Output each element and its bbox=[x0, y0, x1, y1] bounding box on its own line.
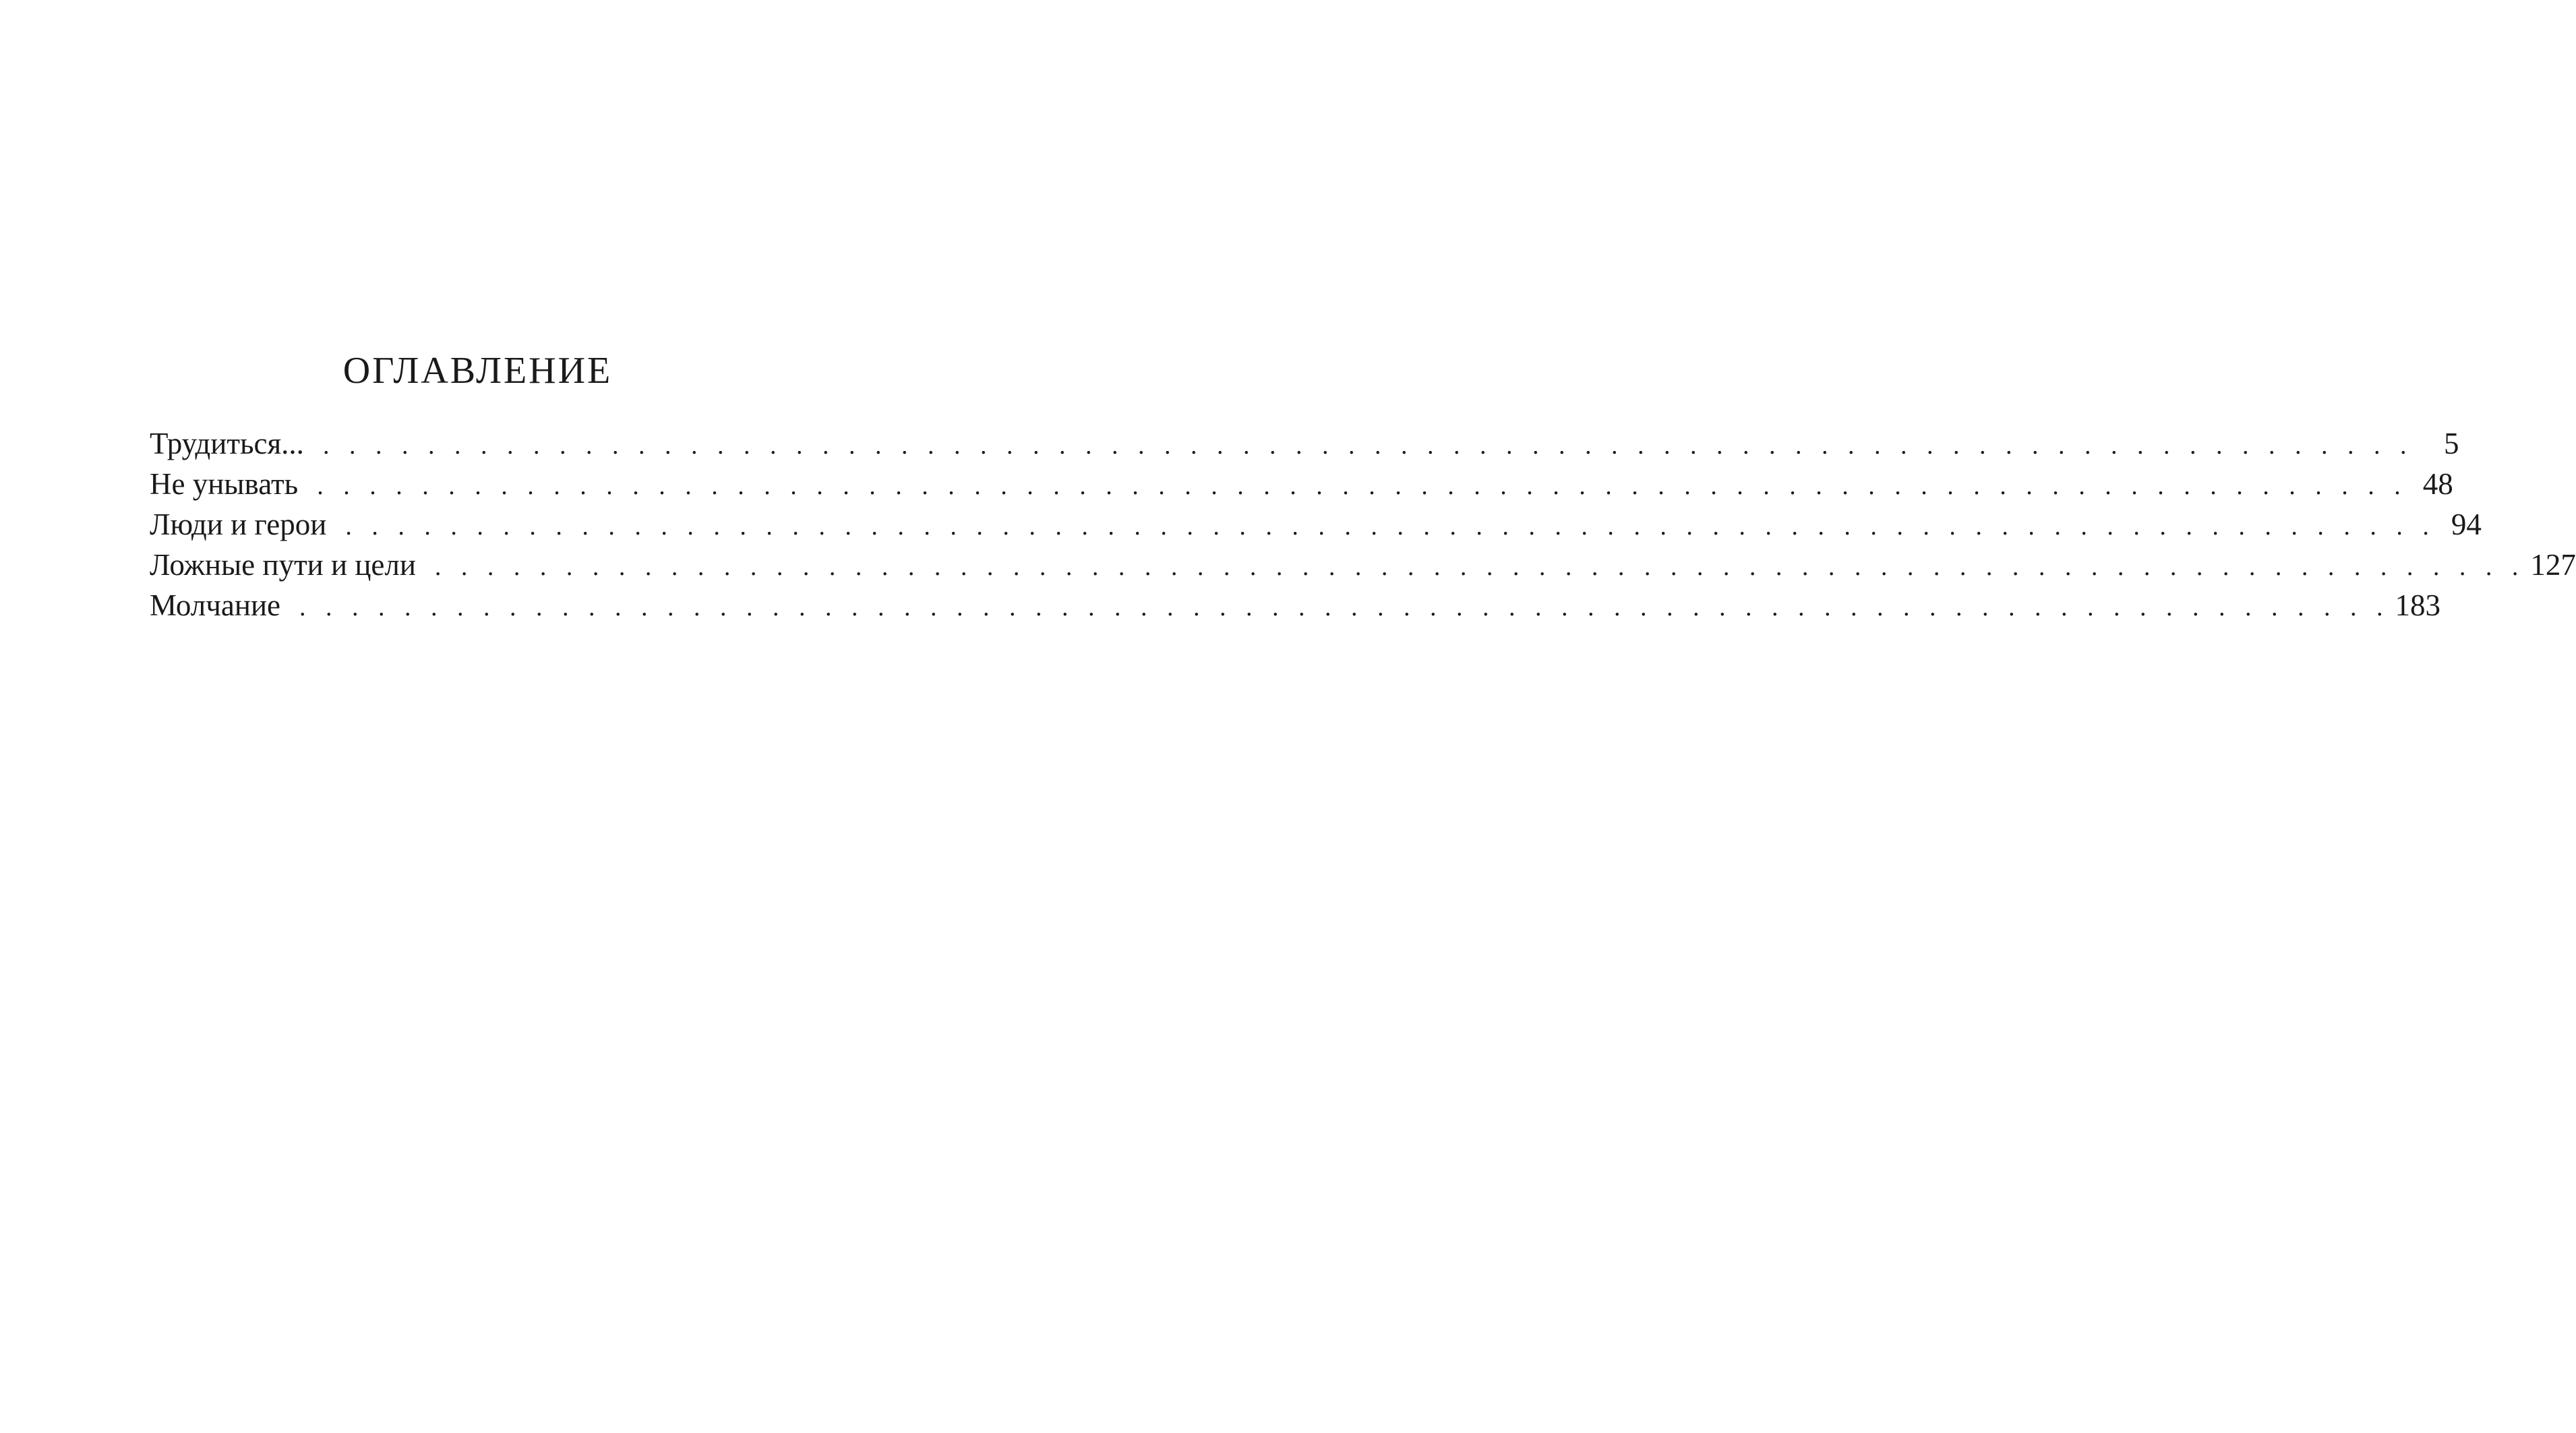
toc-entry bbox=[150, 585, 2440, 626]
dot-leader: . . . . . . . . . . . . . . . . . . . . . . . . . . . . . . . . . . . . . . . . . . . . . . . . . . . . . . . . . . . . . . . . . . . . . . . . . . . . . . . . bbox=[299, 593, 2390, 621]
page-title: ОГЛАВЛЕНИЕ bbox=[342, 350, 613, 392]
toc-entry-title: Не унывать bbox=[150, 467, 299, 501]
toc-entry bbox=[150, 504, 2482, 545]
toc-entry bbox=[150, 423, 2459, 464]
toc-entry-title: Ложные пути и цели bbox=[150, 548, 416, 582]
dot-leader: . . . . . . . . . . . . . . . . . . . . . . . . . . . . . . . . . . . . . . . . . . . . . . . . . . . . . . . . . . . . . . . . . . . . . . . . . . . . . . . . bbox=[322, 431, 2414, 460]
toc-entry-page: 94 bbox=[2451, 508, 2482, 541]
dot-leader: . . . . . . . . . . . . . . . . . . . . . . . . . . . . . . . . . . . . . . . . . . . . . . . . . . . . . . . . . . . . . . . . . . . . . . . . . . . . . . . . bbox=[434, 553, 2525, 581]
toc-entry-title: Молчание bbox=[150, 588, 280, 622]
toc-entry bbox=[150, 464, 2453, 504]
toc-entry-page: 5 bbox=[2443, 427, 2459, 460]
dot-leader: . . . . . . . . . . . . . . . . . . . . . . . . . . . . . . . . . . . . . . . . . . . . . . . . . . . . . . . . . . . . . . . . . . . . . . . . . . . . . . . . bbox=[317, 472, 2407, 500]
toc-entry-page: 48 bbox=[2422, 467, 2453, 501]
dot-leader: . . . . . . . . . . . . . . . . . . . . . . . . . . . . . . . . . . . . . . . . . . . . . . . . . . . . . . . . . . . . . . . . . . . . . . . . . . . . . . . . bbox=[345, 512, 2436, 541]
toc-entry-page: 127 bbox=[2530, 548, 2576, 582]
toc-entry-title: Люди и герои bbox=[150, 508, 327, 541]
toc-entry-title: Трудиться... bbox=[150, 427, 304, 460]
table-of-contents bbox=[150, 423, 2576, 626]
toc-entry-page: 183 bbox=[2395, 588, 2440, 622]
toc-entry bbox=[150, 545, 2576, 585]
